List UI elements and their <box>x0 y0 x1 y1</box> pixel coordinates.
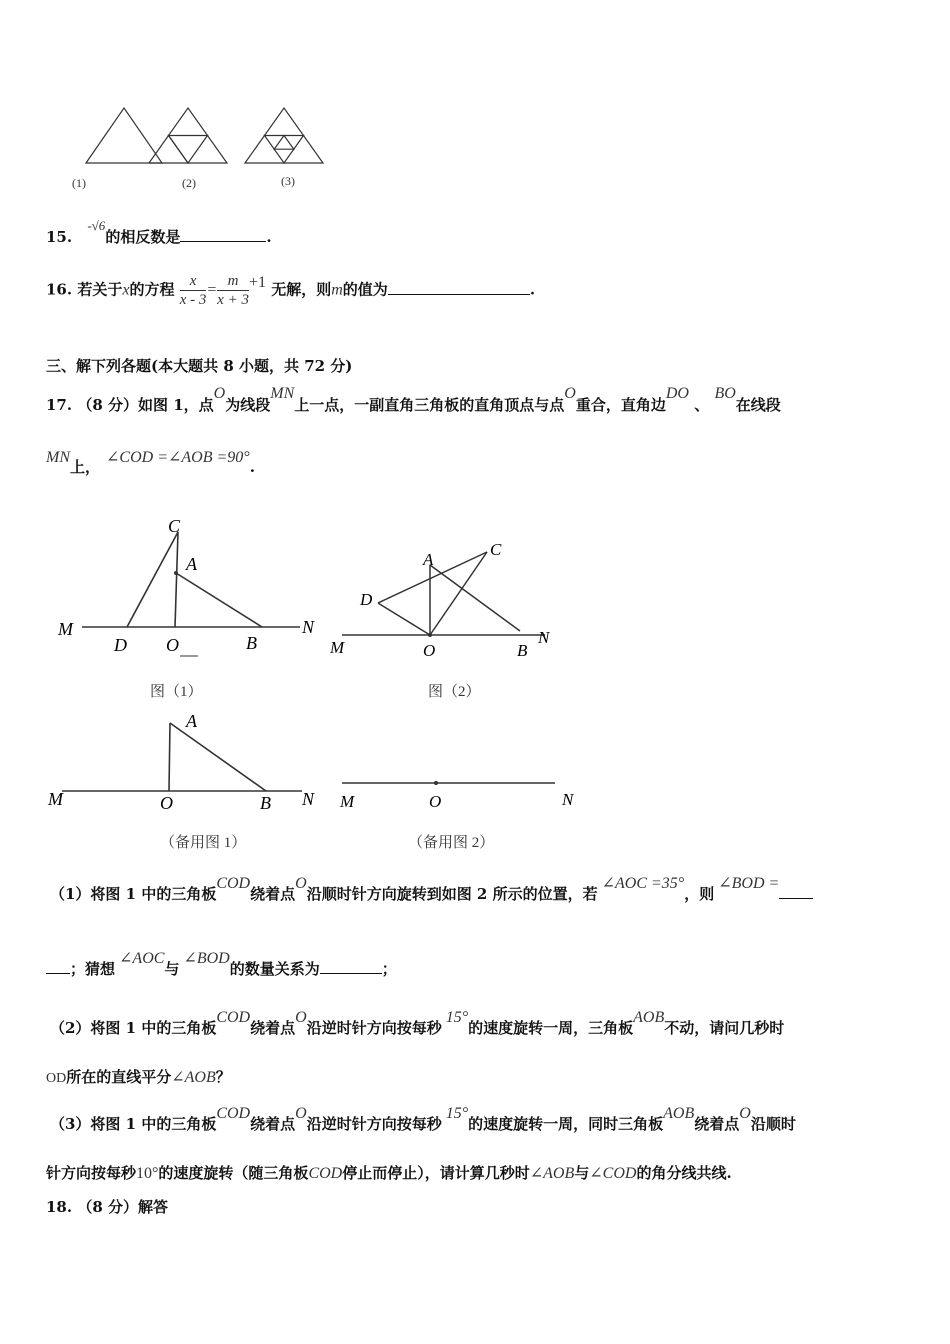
fraction-m-over-x-plus-3 <box>217 272 249 309</box>
numerator: x <box>180 272 207 291</box>
label-m: M <box>58 619 73 639</box>
label-m: M <box>48 789 63 809</box>
period: . <box>266 228 272 246</box>
label-b: B <box>517 641 528 660</box>
figure-caption-2: (2) <box>182 176 196 190</box>
point-o: O <box>564 385 576 402</box>
denominator: x + 3 <box>217 292 249 308</box>
answer-blank[interactable] <box>779 884 813 899</box>
point-o: O <box>213 385 226 402</box>
question-text: 上一点，一副直角三角板的直角顶点与点 <box>294 396 565 414</box>
figure-1-diagram <box>40 505 330 665</box>
part-2-line1 <box>50 1009 785 1038</box>
triangle-figure-2 <box>149 108 227 163</box>
question-text: 重合，直角边 <box>575 396 666 414</box>
question-text: 的值为 <box>342 280 388 299</box>
triangle-cod: COD <box>216 1105 251 1122</box>
triangle-cod: COD <box>308 1165 343 1182</box>
figure-2-caption: 图（2） <box>428 684 481 700</box>
equals-sign: = <box>206 281 218 299</box>
answer-blank[interactable] <box>388 280 530 295</box>
fraction-x-over-x-minus-3 <box>180 272 207 309</box>
variable-x: x <box>122 281 130 299</box>
label-n: N <box>562 790 574 809</box>
label-d: D <box>114 635 127 655</box>
segment-bo: BO <box>714 385 736 402</box>
label-b: B <box>260 793 271 813</box>
question-text: 的角分线共线. <box>636 1164 732 1182</box>
question-text: 绕着点 <box>250 1115 296 1133</box>
question-text: 针方向按每秒 <box>46 1164 137 1182</box>
segment-do: DO <box>665 385 689 402</box>
label-d: D <box>360 590 373 609</box>
label-c: C <box>490 540 502 559</box>
label-o: O <box>429 792 442 811</box>
question-text: 的速度旋转（随三角板 <box>158 1164 309 1182</box>
question-17-line1 <box>46 385 781 415</box>
question-text: （2）将图 1 中的三角板 <box>50 1019 217 1037</box>
angle-bod: ∠BOD <box>183 950 230 967</box>
label-n: N <box>302 789 315 809</box>
question-text: 沿顺时针方向旋转到如图 2 所示的位置，若 <box>306 885 598 903</box>
denominator: x - 3 <box>179 292 207 308</box>
period: . <box>249 458 255 476</box>
question-text: ？ <box>215 1068 231 1086</box>
period: . <box>529 280 536 299</box>
question-17-line2 <box>46 449 255 477</box>
question-text: 与 <box>574 1164 590 1182</box>
question-text: ，则 <box>684 885 715 903</box>
question-text: 沿逆时针方向按每秒 <box>306 1115 442 1133</box>
spare-figure-1-caption: （备用图 1） <box>160 835 247 851</box>
question-number: 15. <box>46 228 73 246</box>
segment-mn: MN <box>46 449 70 466</box>
label-a: A <box>423 550 434 569</box>
question-text: 沿顺时 <box>750 1115 796 1133</box>
label-n: N <box>302 617 315 637</box>
question-text: 无解，则 <box>271 280 332 299</box>
rotation-speed: 10° <box>136 1165 159 1182</box>
label-m: M <box>330 638 345 657</box>
question-text: 绕着点 <box>694 1115 740 1133</box>
triangle-aob: AOB <box>633 1009 665 1026</box>
question-text: 的数量关系为 <box>229 960 320 978</box>
triangle-figure-1 <box>86 108 162 163</box>
numerator: m <box>217 272 249 291</box>
triangle-figure-3 <box>245 108 323 163</box>
triangle-aob: AOB <box>663 1105 695 1122</box>
question-text: 上， <box>70 458 101 476</box>
question-text: 所在的直线平分 <box>66 1068 172 1086</box>
label-a: A <box>186 711 197 731</box>
question-text: 绕着点 <box>250 1019 296 1037</box>
figure-1-caption: 图（1） <box>150 684 203 700</box>
question-15 <box>46 218 272 247</box>
label-o: O <box>423 641 436 660</box>
rotation-speed: 15° <box>445 1009 469 1026</box>
question-text: 不动，请问几秒时 <box>664 1019 785 1037</box>
question-number: 17. <box>46 396 73 414</box>
question-text: 沿逆时针方向按每秒 <box>306 1019 442 1037</box>
part-2-line2 <box>46 1066 231 1087</box>
question-text: 绕着点 <box>250 885 296 903</box>
question-text: ；猜想 <box>70 960 116 978</box>
figure-caption-3: (3) <box>281 174 295 188</box>
section-title: 三、解下列各题(本大题共 8 小题，共 72 分) <box>46 357 353 375</box>
triangle-cod: COD <box>216 875 251 892</box>
question-text: 的速度旋转一周，同时三角板 <box>468 1115 664 1133</box>
angle-equation: ∠COD =∠AOB =90° <box>106 449 250 466</box>
point-o: O <box>295 1009 307 1026</box>
math-expression: -√6 <box>87 218 106 233</box>
label-b: B <box>246 633 257 653</box>
rotation-speed: 15° <box>445 1105 469 1122</box>
label-m: M <box>340 792 355 811</box>
answer-blank[interactable] <box>180 227 266 242</box>
answer-blank[interactable] <box>46 959 70 974</box>
question-text: 在线段 <box>735 396 781 414</box>
question-text: 为线段 <box>225 396 271 414</box>
spare-figure-2-diagram <box>330 765 590 825</box>
part-1-line1 <box>50 875 813 904</box>
question-number: 18. <box>46 1198 73 1216</box>
question-text: ； <box>381 960 397 978</box>
point-o: O <box>739 1105 751 1122</box>
question-18 <box>46 1196 168 1217</box>
point-o: O <box>295 875 307 892</box>
angle-aoc: ∠AOC <box>119 950 165 967</box>
question-text: 若关于 <box>77 280 123 299</box>
question-text: 的速度旋转一周，三角板 <box>468 1019 634 1037</box>
angle-bod: ∠BOD = <box>718 875 780 892</box>
part-3-line2 <box>46 1162 732 1183</box>
question-text: （1）将图 1 中的三角板 <box>50 885 217 903</box>
label-c: C <box>168 516 181 536</box>
question-text: 的相反数是 <box>105 228 181 246</box>
label-o: O <box>166 635 179 655</box>
question-text: 停止而停止），请计算几秒时 <box>342 1164 530 1182</box>
angle-cod: ∠COD <box>589 1165 637 1182</box>
figure-2-diagram <box>330 535 580 665</box>
spare-figure-1-diagram <box>40 705 330 815</box>
answer-blank[interactable] <box>320 959 382 974</box>
question-text: （3）将图 1 中的三角板 <box>50 1115 217 1133</box>
plus-one: +1 <box>248 273 266 291</box>
question-16 <box>46 272 535 309</box>
angle-aoc-value: ∠AOC =35° <box>601 875 685 892</box>
question-text: 与 <box>164 960 180 978</box>
angle-aob: ∠AOB <box>171 1069 216 1086</box>
question-text: （8 分）解答 <box>77 1198 169 1216</box>
point-o: O <box>295 1105 307 1122</box>
label-o: O <box>160 793 173 813</box>
question-text: 的方程 <box>129 280 175 299</box>
label-a: A <box>186 554 197 574</box>
angle-aob: ∠AOB <box>529 1165 575 1182</box>
spare-figure-2-caption: （备用图 2） <box>408 835 495 851</box>
part-3-line1 <box>50 1105 796 1134</box>
figure-caption-1: (1) <box>72 176 86 190</box>
question-text: （8 分）如图 1，点 <box>77 396 214 414</box>
separator: 、 <box>694 396 710 414</box>
part-1-line2 <box>46 950 397 979</box>
question-number: 16. <box>46 280 73 299</box>
label-n: N <box>538 628 550 647</box>
variable-m: m <box>331 281 343 299</box>
triangle-cod: COD <box>216 1009 251 1026</box>
segment-mn: MN <box>270 385 295 402</box>
line-od: OD <box>46 1071 67 1086</box>
